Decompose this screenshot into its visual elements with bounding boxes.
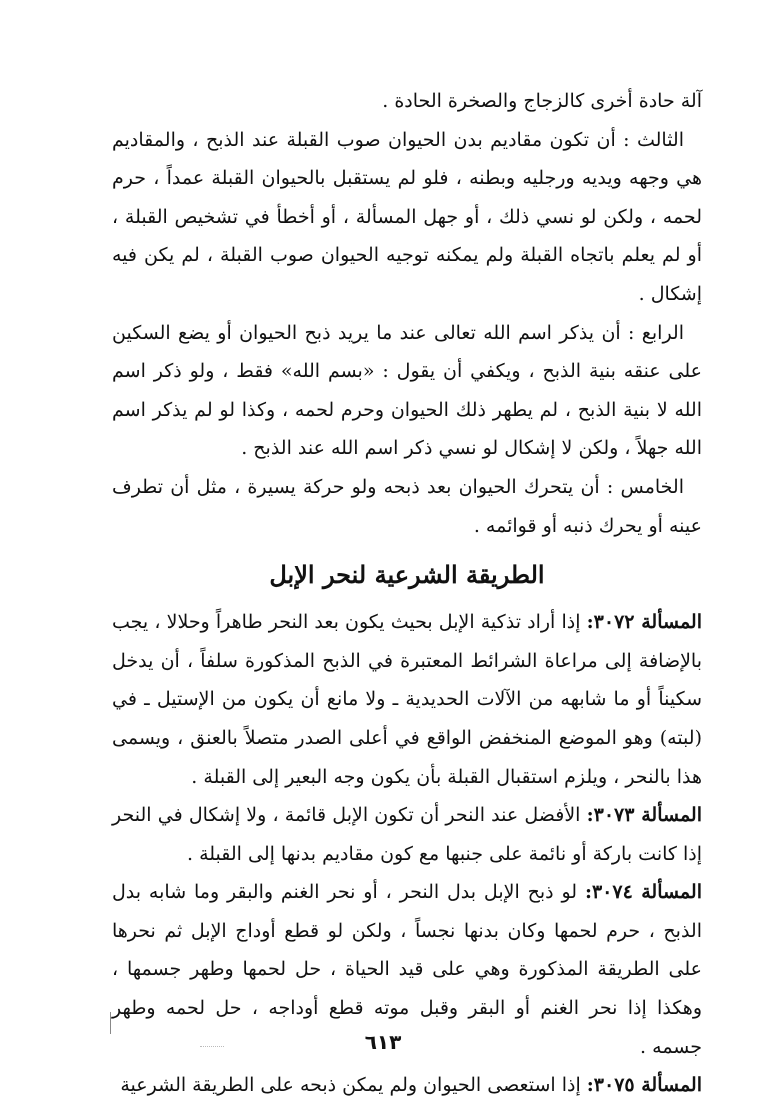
- issue-paragraph: [112, 603, 702, 796]
- issue-paragraph: [112, 1066, 702, 1105]
- issue-text: إذا أراد تذكية الإبل بحيث يكون بعد النحر طاهراً وحلالا ، يجب بالإضافة إلى مراعاة الشرائط المعتبرة في الذبح المذكورة سلفاً ، أن يدخل سكيناً أو ما شابهه من الآلات الحديدية ـ ولا مانع أن يكون من الإستيل ـ في (لبته) وهو الموضع المنخفض الواقع في أعلى الصدر متصلاً بالعنق ، ويسمى هذا بالنحر ، ويلزم استقبال القبلة بأن يكون وجه البعير إلى القبلة .: [112, 611, 702, 788]
- issue-text: إذا استعصى الحيوان ولم يمكن ذبحه على الطريقة الشرعية: [120, 1074, 587, 1097]
- paragraph-condition-fourth: الرابع : أن يذكر اسم الله تعالى عند ما يريد ذبح الحيوان أو يضع السكين على عنقه بنية الذبح ، ويكفي أن يقول : «بسم الله» فقط ، ولو ذكر اسم الله لا بنية الذبح ، لم يطهر ذلك الحيوان وحرم لحمه ، وكذا لو لم يذكر اسم الله جهلاً ، ولكن لا إشكال لو نسي ذكر اسم الله عند الذبح .: [112, 321, 702, 460]
- issue-paragraph: [112, 796, 702, 873]
- issue-text: الأفضل عند النحر أن تكون الإبل قائمة ، ولا إشكال في النحر إذا كانت باركة أو نائمة على جنبها مع كون مقاديم بدنها إلى القبلة .: [112, 804, 702, 865]
- body-text: [112, 82, 702, 1105]
- paragraph-condition-third: الثالث : أن تكون مقاديم بدن الحيوان صوب القبلة عند الذبح ، والمقاديم هي وجهه ويديه ورجليه وبطنه ، فلو لم يستقبل بالحيوان القبلة عمداً ، حرم لحمه ، ولكن لو نسي ذلك ، أو جهل المسألة ، أو أخطأ في تشخيص القبلة ، أو لم يعلم باتجاه القبلة ولم يمكنه توجيه الحيوان صوب القبلة ، لم يكن فيه إشكال .: [112, 128, 702, 305]
- issue-label: المسألة ٣٠٧٤:: [584, 881, 702, 904]
- issue-label: المسألة ٣٠٧٣:: [586, 804, 702, 827]
- page-number: ٦١٣: [364, 1030, 402, 1054]
- paragraph-condition-fifth: الخامس : أن يتحرك الحيوان بعد ذبحه ولو حركة يسيرة ، مثل أن تطرف عينه أو يحرك ذنبه أو قوائمه .: [112, 475, 702, 537]
- issue-text: لو ذبح الإبل بدل النحر ، أو نحر الغنم والبقر وما شابه بدل الذبح ، حرم لحمها وكان بدنها نجساً ، ولكن لو قطع أوداج الإبل ثم نحرها على الطريقة المذكورة وهي على قيد الحياة ، حل لحمها وطهر جسمها ، وهكذا إذا نحر الغنم أو البقر وقبل موته قطع أوداجه ، حل لحمه وطهر جسمه .: [112, 881, 702, 1058]
- section-heading: الطريقة الشرعية لنحر الإبل: [269, 560, 545, 590]
- issue-label: المسألة ٣٠٧٢:: [586, 611, 702, 634]
- issue-label: المسألة ٣٠٧٥:: [586, 1074, 702, 1097]
- paragraph-continued: آلة حادة أخرى كالزجاج والصخرة الحادة .: [382, 90, 702, 112]
